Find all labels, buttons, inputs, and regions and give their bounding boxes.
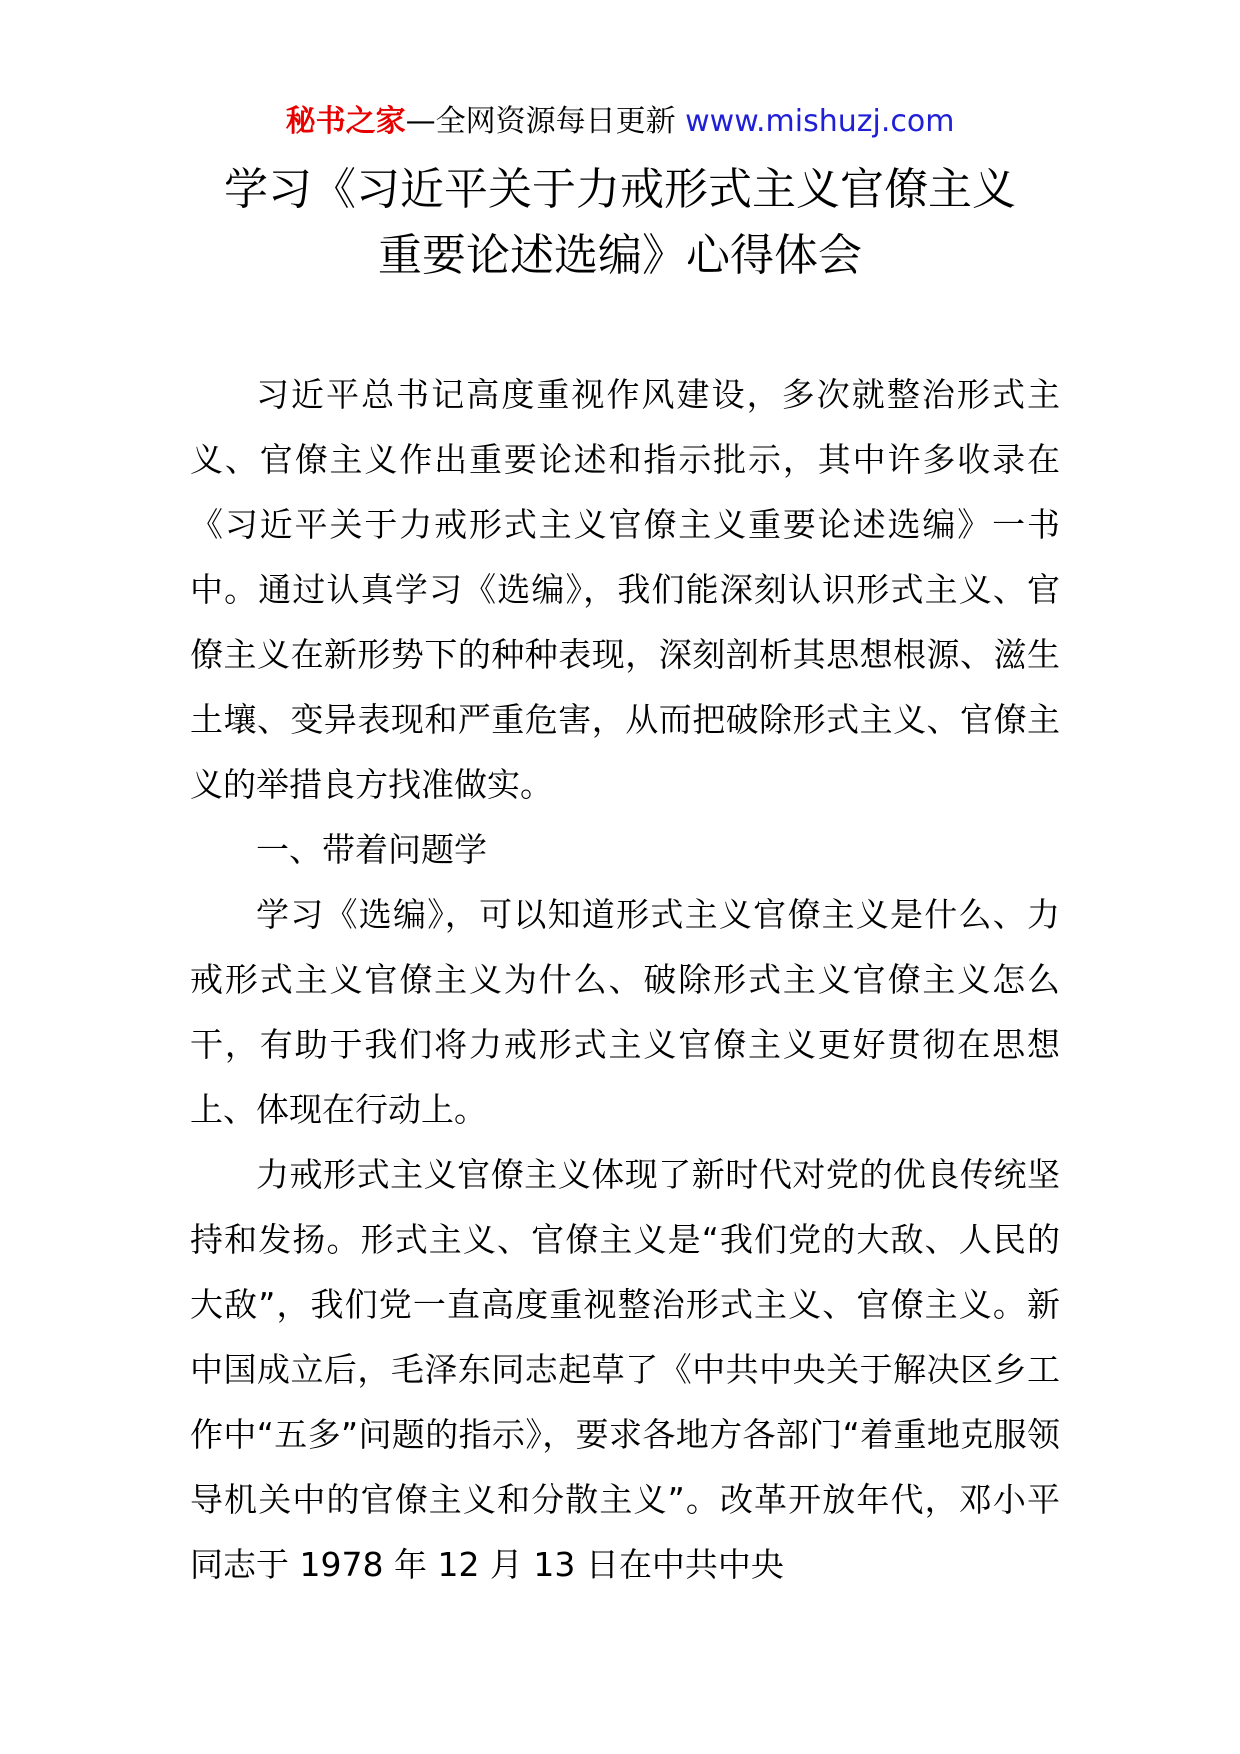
document-body <box>190 362 1060 1597</box>
site-brand: 秘书之家 <box>285 104 406 139</box>
paragraph: 力戒形式主义官僚主义体现了新时代对党的优良传统坚持和发扬。形式主义、官僚主义是“我们党的大敌、人民的大敌”，我们党一直高度重视整治形式主义、官僚主义。新中国成立后，毛泽东同志起草了《中共中央关于解决区乡工作中“五多”问题的指示》，要求各地方各部门“着重地克服领导机关中的官僚主义和分散主义”。改革开放年代，邓小平同志于 1978 年 12 月 13 日在中共中央 <box>190 1155 1060 1584</box>
document-title-line-1: 学习《习近平关于力戒形式主义官僚主义 <box>224 164 1016 215</box>
site-header <box>0 100 1240 144</box>
section-heading: 一、带着问题学 <box>256 830 487 869</box>
paragraph: 学习《选编》，可以知道形式主义官僚主义是什么、力戒形式主义官僚主义为什么、破除形式主义官僚主义怎么干，有助于我们将力戒形式主义官僚主义更好贯彻在思想上、体现在行动上。 <box>190 895 1060 1129</box>
site-url-link[interactable]: www.mishuzj.com <box>685 104 955 139</box>
paragraph-intro: 习近平总书记高度重视作风建设，多次就整治形式主义、官僚主义作出重要论述和指示批示，其中许多收录在《习近平关于力戒形式主义官僚主义重要论述选编》一书中。通过认真学习《选编》，我们能深刻认识形式主义、官僚主义在新形势下的种种表现，深刻剖析其思想根源、滋生土壤、变异表现和严重危害，从而把破除形式主义、官僚主义的举措良方找准做实。 <box>190 375 1060 804</box>
document-title-line-2: 重要论述选编》心得体会 <box>378 230 862 281</box>
site-tagline: —全网资源每日更新 <box>405 104 676 139</box>
